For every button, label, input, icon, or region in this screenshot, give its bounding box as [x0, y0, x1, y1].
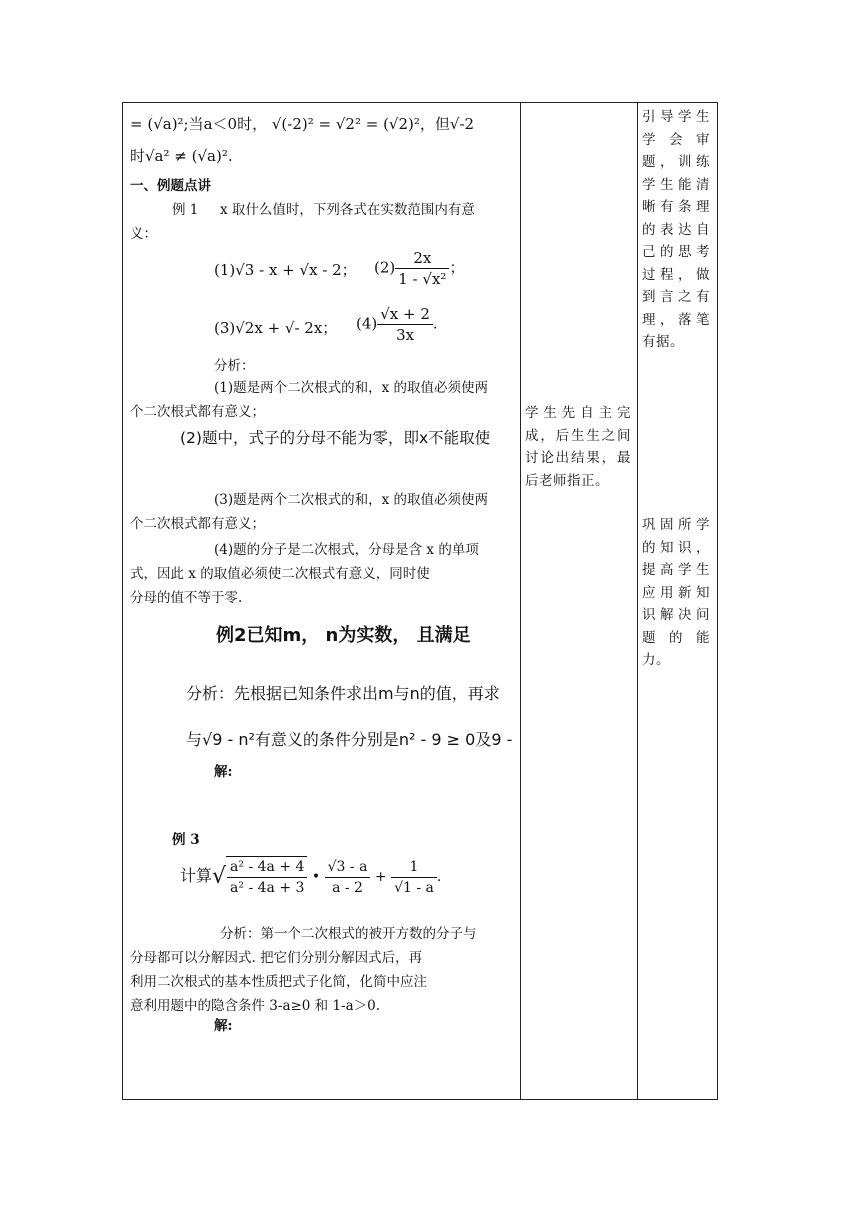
- section-heading: 一、例题点讲: [130, 178, 211, 194]
- example-3-label: 例 3: [172, 832, 200, 848]
- example-1-formula-2: (2) $\frac{2x}{\text{1 - √x²}}$ ；: [374, 249, 465, 288]
- example-1-formula-4: (4) $\frac{√x + 2}{3x}$ .: [356, 305, 438, 344]
- analysis-2: (2)题中，式子的分母不能为零，即x不能取使: [180, 429, 491, 447]
- main-content-cell: [128, 106, 516, 1096]
- example-1-formula-3: (3)√2x + √- 2x；: [214, 319, 338, 337]
- analysis-1-line-a: (1)题是两个二次根式的和，x 的取值必须使两: [214, 380, 489, 396]
- example-1-label: 例 1: [172, 202, 199, 218]
- example-3-solution: 解:: [214, 1018, 233, 1034]
- design-intent-1: 引导学生学会审题，训练学生能清晰有条理的表达自己的思考过程，做到言之有理，落笔有据。: [642, 109, 710, 350]
- analysis-4-line-a: (4)题的分子是二次根式，分母是含 x 的单项: [214, 542, 479, 558]
- formula-line-1: = (√a)²;当a＜0时， √(-2)² = √2² = (√2)²，但√-2: [130, 115, 475, 133]
- example-2-condition: 与√9 - n²有意义的条件分别是n² - 9 ≥ 0及9 -: [186, 730, 513, 749]
- student-activity-cell: [525, 106, 633, 1096]
- analysis-4-line-c: 分母的值不等于零.: [130, 590, 243, 606]
- student-activity-text: 学生先自主完成，后生生之间讨论出结果，最后老师指正。: [525, 405, 631, 489]
- example-2-solution: 解:: [214, 764, 233, 780]
- example-3-analysis-d: 意利用题中的隐含条件 3-a≥0 和 1-a＞0.: [130, 998, 381, 1014]
- example-2-heading: 例2已知m， n为实数， 且满足: [216, 625, 471, 646]
- table-divider-1: [520, 102, 521, 1100]
- formula-line-2: 时√a² ≠ (√a)².: [130, 147, 233, 165]
- design-intent-cell: [642, 106, 712, 1096]
- analysis-3-line-a: (3)题是两个二次根式的和，x 的取值必须使两: [214, 492, 489, 508]
- analysis-4-line-b: 式，因此 x 的取值必须使二次根式有意义，同时使: [130, 566, 430, 582]
- example-3-formula: 计算√ $\frac{\text{a² - 4a + 4}}{\text{a² - 4a + 3}}$ • $\frac{√3 - a}{a - 2}$ + $\frac{1}{√1 - a}$ .: [180, 856, 441, 898]
- analysis-label: 分析：: [214, 358, 255, 374]
- analysis-3-line-b: 个二次根式都有意义；: [130, 516, 265, 532]
- table-divider-2: [637, 102, 638, 1100]
- example-3-analysis-a: 分析：第一个二次根式的被开方数的分子与: [220, 926, 477, 942]
- analysis-1-line-b: 个二次根式都有意义；: [130, 404, 265, 420]
- example-3-analysis-c: 利用二次根式的基本性质把式子化简，化简中应注: [130, 974, 427, 990]
- example-2-analysis: 分析：先根据已知条件求出m与n的值，再求: [186, 684, 500, 703]
- design-intent-2: 巩固所学的知识，提高学生应用新知识解决问题的能力。: [642, 517, 710, 668]
- sqrt-sign: √: [212, 864, 227, 889]
- example-1-question: x 取什么值时，下列各式在实数范围内有意: [220, 202, 475, 218]
- example-3-analysis-b: 分母都可以分解因式. 把它们分别分解因式后，再: [130, 950, 423, 966]
- example-1-question-cont: 义：: [130, 226, 157, 242]
- example-1-formula-1: (1)√3 - x + √x - 2；: [214, 261, 357, 279]
